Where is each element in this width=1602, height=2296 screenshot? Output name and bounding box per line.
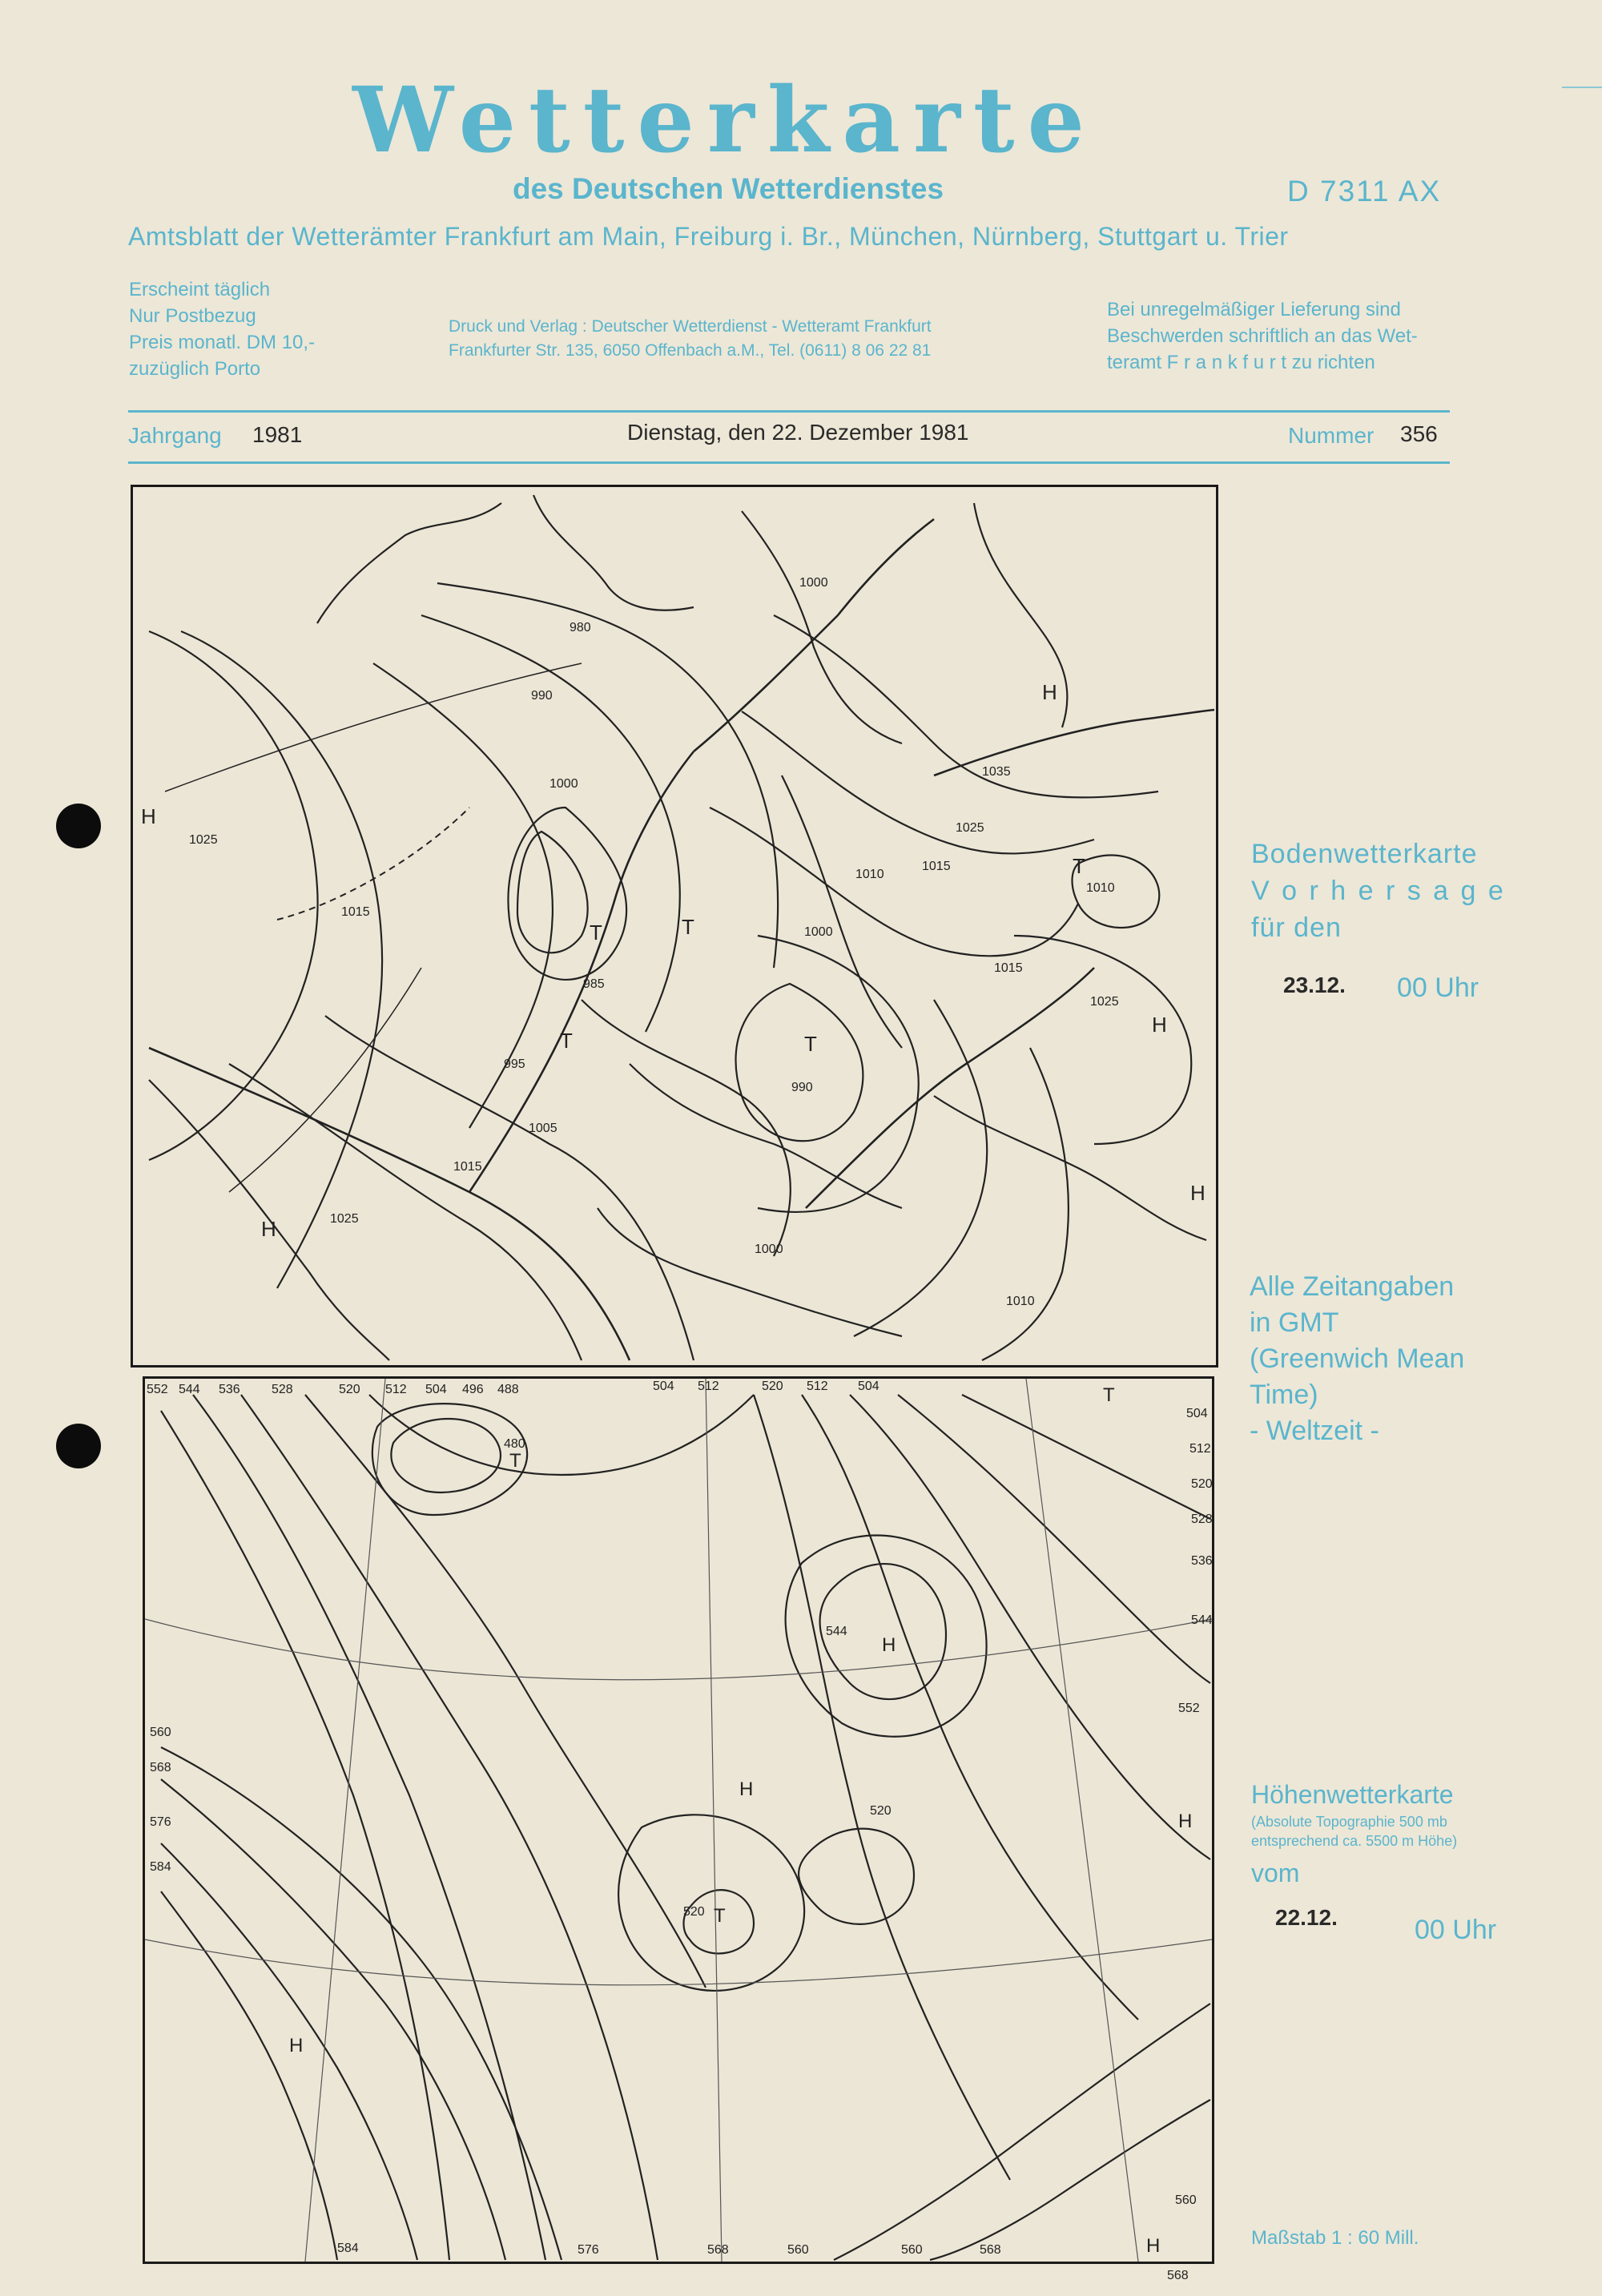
svg-text:1025: 1025 <box>189 833 218 847</box>
svg-text:1025: 1025 <box>1090 995 1119 1009</box>
isobar <box>774 615 1158 798</box>
caption-line: Bodenwetterkarte <box>1251 839 1478 869</box>
punch-hole <box>56 804 101 848</box>
contour-line <box>930 2100 1210 2260</box>
isobar <box>508 808 626 980</box>
svg-text:576: 576 <box>578 2243 599 2257</box>
contour-line <box>618 1815 804 1991</box>
surface-map-caption <box>1251 836 1506 946</box>
svg-text:1015: 1015 <box>922 860 951 873</box>
bottom-rule <box>128 461 1450 464</box>
svg-text:1005: 1005 <box>529 1122 557 1135</box>
svg-text:544: 544 <box>179 1383 200 1396</box>
isobar <box>982 1048 1069 1360</box>
svg-text:568: 568 <box>150 1761 171 1774</box>
svg-text:T: T <box>560 1029 573 1053</box>
caption-line: für den <box>1251 912 1342 943</box>
svg-text:536: 536 <box>1191 1554 1213 1568</box>
subscription-line: Preis monatl. DM 10,- <box>129 332 316 353</box>
contour-line <box>850 1395 1210 1859</box>
svg-text:985: 985 <box>583 977 605 991</box>
complaint-line: Beschwerden schriftlich an das Wet- <box>1107 325 1418 347</box>
svg-text:504: 504 <box>858 1380 879 1393</box>
svg-text:H: H <box>1152 1013 1167 1037</box>
time-note-line: Time) <box>1250 1380 1318 1410</box>
latitude-line <box>277 808 469 920</box>
svg-text:520: 520 <box>683 1905 705 1919</box>
masthead-subtitle: des Deutschen Wetterdienstes <box>513 172 944 205</box>
contour-line <box>241 1395 658 2260</box>
svg-text:480: 480 <box>504 1437 525 1451</box>
svg-text:576: 576 <box>150 1815 171 1829</box>
graticule <box>706 1379 722 2262</box>
complaint-line: teramt F r a n k f u r t zu richten <box>1107 352 1375 373</box>
surface-weather-map <box>131 485 1218 1368</box>
jahrgang-value: 1981 <box>252 422 303 447</box>
vom-label: vom <box>1251 1859 1300 1887</box>
isobar <box>854 1000 987 1336</box>
svg-text:H: H <box>289 2035 304 2056</box>
svg-text:552: 552 <box>147 1383 168 1396</box>
svg-text:990: 990 <box>531 689 553 703</box>
svg-text:568: 568 <box>707 2243 729 2257</box>
svg-text:520: 520 <box>870 1804 892 1818</box>
svg-text:528: 528 <box>1191 1513 1213 1526</box>
svg-text:536: 536 <box>219 1383 240 1396</box>
top-rule <box>128 410 1450 413</box>
graticule <box>145 1619 1212 1680</box>
svg-text:990: 990 <box>791 1081 813 1094</box>
upper-map-svg <box>145 1379 1213 2282</box>
svg-text:504: 504 <box>425 1383 447 1396</box>
note-line: entsprechend ca. 5500 m Höhe) <box>1251 1833 1458 1849</box>
upper-air-map <box>143 1376 1214 2282</box>
svg-text:488: 488 <box>497 1383 519 1396</box>
caption-line: V o r h e r s a g e <box>1251 876 1506 906</box>
masthead-title: Wetterkarte <box>352 68 1097 173</box>
coastline <box>598 1208 902 1336</box>
longitude-line <box>229 968 421 1192</box>
contour-line <box>898 1395 1210 1683</box>
coastline <box>630 1064 902 1208</box>
isobar <box>736 984 863 1141</box>
svg-text:512: 512 <box>1189 1442 1211 1456</box>
svg-text:560: 560 <box>1175 2193 1197 2207</box>
publication-code: D 7311 AX <box>1287 175 1442 207</box>
amtsblatt-line: Amtsblatt der Wetterämter Frankfurt am Main, Freiburg i. Br., München, Nürnberg, Stuttgart u. Trier <box>128 222 1289 251</box>
coastline <box>934 1096 1206 1240</box>
svg-text:504: 504 <box>653 1380 674 1393</box>
svg-text:1010: 1010 <box>1086 881 1115 895</box>
svg-text:512: 512 <box>385 1383 407 1396</box>
svg-text:568: 568 <box>980 2243 1001 2257</box>
contour-line <box>802 1395 1138 2020</box>
subscription-line: Nur Postbezug <box>129 305 256 327</box>
svg-text:H: H <box>882 1634 896 1656</box>
forecast-date: 23.12. <box>1283 973 1346 997</box>
coastline <box>782 775 902 1048</box>
time-note-line: - Weltzeit - <box>1250 1416 1379 1446</box>
svg-text:T: T <box>590 920 602 945</box>
svg-text:512: 512 <box>807 1380 828 1393</box>
svg-text:1015: 1015 <box>994 961 1023 975</box>
svg-text:512: 512 <box>698 1380 719 1393</box>
isobar <box>229 1064 582 1360</box>
warm-front <box>469 751 694 1192</box>
graticule <box>305 1379 385 2262</box>
time-note-line: (Greenwich Mean <box>1250 1343 1465 1374</box>
graticule <box>1026 1379 1138 2262</box>
svg-text:1010: 1010 <box>1006 1295 1035 1308</box>
time-note-line: in GMT <box>1250 1307 1339 1338</box>
svg-text:H: H <box>739 1778 754 1800</box>
contour-line <box>161 1779 505 2260</box>
svg-text:1000: 1000 <box>549 777 578 791</box>
svg-text:H: H <box>1178 1811 1193 1832</box>
note-line: (Absolute Topographie 500 mb <box>1251 1814 1447 1830</box>
isobar <box>742 711 1094 853</box>
svg-text:1000: 1000 <box>799 576 828 590</box>
scale-note: Maßstab 1 : 60 Mill. <box>1251 2227 1419 2249</box>
svg-text:552: 552 <box>1178 1702 1200 1715</box>
coastline <box>533 495 694 610</box>
graticule <box>145 1940 1212 1985</box>
isobar <box>149 631 318 1160</box>
upper-map-time: 00 Uhr <box>1415 1915 1497 1945</box>
svg-text:T: T <box>714 1905 726 1927</box>
svg-text:520: 520 <box>339 1383 360 1396</box>
svg-text:T: T <box>1103 1384 1115 1406</box>
contour-line <box>962 1395 1210 1519</box>
publisher-info <box>449 315 932 363</box>
surface-map-svg <box>133 487 1216 1365</box>
svg-text:528: 528 <box>272 1383 293 1396</box>
coastline <box>742 511 902 743</box>
svg-text:544: 544 <box>826 1625 847 1638</box>
time-note-line: Alle Zeitangaben <box>1250 1271 1455 1302</box>
complaint-line: Bei unregelmäßiger Lieferung sind <box>1107 299 1401 320</box>
svg-text:1025: 1025 <box>330 1212 359 1226</box>
contour-line <box>161 1411 449 2260</box>
svg-text:H: H <box>1146 2235 1161 2257</box>
svg-text:T: T <box>509 1450 521 1472</box>
publisher-line: Frankfurter Str. 135, 6050 Offenbach a.M., Tel. (0611) 8 06 22 81 <box>449 341 932 360</box>
svg-text:1035: 1035 <box>982 765 1011 779</box>
svg-text:1025: 1025 <box>956 821 984 835</box>
subscription-line: Erscheint täglich <box>129 279 271 300</box>
upper-map-note <box>1251 1812 1457 1851</box>
warm-front <box>934 710 1214 775</box>
svg-text:560: 560 <box>787 2243 809 2257</box>
nummer-label: Nummer <box>1288 423 1375 448</box>
upper-map-caption: Höhenwetterkarte <box>1251 1780 1454 1809</box>
occluded-front <box>694 519 934 751</box>
svg-text:560: 560 <box>901 2243 923 2257</box>
svg-text:T: T <box>804 1032 817 1056</box>
forecast-time: 00 Uhr <box>1397 973 1479 1003</box>
contour-line <box>305 1395 706 1988</box>
edge-mark <box>1562 87 1602 88</box>
publisher-line: Druck und Verlag : Deutscher Wetterdienst - Wetteramt Frankfurt <box>449 317 932 336</box>
svg-text:504: 504 <box>1186 1407 1208 1420</box>
contour-line <box>834 2004 1210 2260</box>
isobar <box>1014 936 1191 1144</box>
cold-front <box>806 968 1094 1208</box>
isobar <box>181 631 382 1288</box>
isobar <box>710 808 1078 956</box>
svg-text:496: 496 <box>462 1383 484 1396</box>
svg-text:995: 995 <box>504 1057 525 1071</box>
isobar <box>373 663 553 1128</box>
svg-text:T: T <box>682 915 694 939</box>
svg-text:1000: 1000 <box>755 1243 783 1256</box>
svg-text:520: 520 <box>762 1380 783 1393</box>
svg-text:1000: 1000 <box>804 925 833 939</box>
subscription-line: zuzüglich Porto <box>129 358 261 380</box>
svg-text:584: 584 <box>337 2242 359 2255</box>
svg-text:1010: 1010 <box>855 868 884 881</box>
punch-hole <box>56 1424 101 1468</box>
svg-text:568: 568 <box>1167 2269 1189 2282</box>
contour-line <box>369 1395 754 1475</box>
svg-text:520: 520 <box>1191 1477 1213 1491</box>
isobar <box>582 1000 791 1256</box>
nummer-value: 356 <box>1400 421 1438 446</box>
contour-line <box>391 1419 501 1492</box>
contour-line <box>754 1395 1010 2180</box>
svg-text:584: 584 <box>150 1860 171 1874</box>
contour-line <box>799 1829 914 1924</box>
isobar <box>421 615 680 1032</box>
coastline <box>317 503 501 623</box>
svg-text:T: T <box>1073 854 1085 878</box>
svg-text:980: 980 <box>570 621 591 634</box>
contour-line <box>372 1404 527 1515</box>
subscription-info <box>129 276 315 382</box>
jahrgang-label: Jahrgang <box>128 423 222 448</box>
svg-text:560: 560 <box>150 1726 171 1739</box>
svg-text:H: H <box>1190 1181 1206 1205</box>
svg-text:H: H <box>261 1217 276 1241</box>
svg-text:1015: 1015 <box>341 905 370 919</box>
svg-text:1015: 1015 <box>453 1160 482 1174</box>
upper-map-date: 22.12. <box>1275 1905 1338 1930</box>
issue-date: Dienstag, den 22. Dezember 1981 <box>627 420 969 445</box>
time-note <box>1250 1269 1464 1449</box>
svg-text:H: H <box>1042 680 1057 704</box>
isobar <box>758 936 919 1212</box>
svg-text:544: 544 <box>1191 1613 1213 1627</box>
contour-line <box>161 1747 562 2260</box>
complaint-info <box>1107 296 1418 376</box>
svg-text:H: H <box>141 804 156 828</box>
